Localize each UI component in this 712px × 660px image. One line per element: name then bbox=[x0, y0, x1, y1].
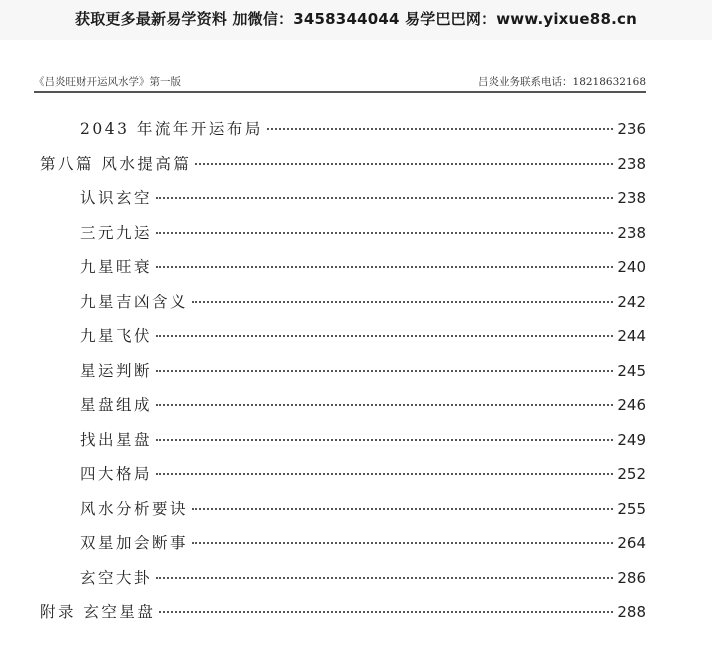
toc-entry-page: 249 bbox=[617, 430, 646, 449]
toc-entry-page: 245 bbox=[617, 361, 646, 380]
running-header bbox=[34, 74, 646, 90]
toc-entry bbox=[40, 600, 646, 635]
toc-entry bbox=[40, 290, 646, 325]
toc-entry-title: 星盘组成 bbox=[80, 396, 153, 414]
toc-entry-page: 238 bbox=[617, 223, 646, 242]
dot-leader bbox=[192, 301, 613, 303]
toc-entry bbox=[40, 221, 646, 256]
dot-leader bbox=[195, 163, 613, 165]
dot-leader bbox=[156, 197, 613, 199]
dot-leader bbox=[192, 508, 613, 510]
toc-entry-page: 246 bbox=[617, 396, 646, 414]
header-rule bbox=[34, 91, 646, 93]
dot-leader bbox=[156, 232, 613, 234]
toc-entry-title: 第八篇 风水提高篇 bbox=[40, 154, 192, 173]
toc-entry bbox=[40, 531, 646, 566]
toc-entry bbox=[40, 462, 646, 497]
toc-entry bbox=[40, 324, 646, 359]
contact-phone-header: 吕炎业务联系电话：18218632168 bbox=[478, 76, 646, 88]
toc-entry-page: 238 bbox=[617, 154, 646, 173]
toc-entry bbox=[40, 117, 646, 152]
toc-entry-page: 240 bbox=[617, 258, 646, 276]
toc-entry-title: 三元九运 bbox=[80, 223, 153, 242]
toc-entry-title: 2043 年流年开运布局 bbox=[80, 120, 263, 138]
dot-leader bbox=[156, 404, 613, 406]
toc-entry-title: 九星飞伏 bbox=[80, 327, 153, 345]
dot-leader bbox=[156, 266, 613, 268]
toc-entry bbox=[40, 255, 646, 290]
table-of-contents bbox=[40, 117, 646, 635]
toc-entry-title: 附录 玄空星盘 bbox=[40, 603, 156, 621]
dot-leader bbox=[156, 370, 613, 372]
promo-banner: 获取更多最新易学资料 加微信：3458344044 易学巴巴网：www.yixue88.cn bbox=[75, 10, 637, 28]
toc-entry bbox=[40, 566, 646, 601]
dot-leader bbox=[192, 542, 613, 544]
toc-entry bbox=[40, 359, 646, 394]
toc-entry bbox=[40, 186, 646, 221]
toc-entry-title: 四大格局 bbox=[80, 465, 153, 483]
toc-entry-page: 264 bbox=[617, 534, 646, 552]
toc-entry-page: 236 bbox=[617, 120, 646, 138]
toc-entry bbox=[40, 428, 646, 463]
toc-entry bbox=[40, 393, 646, 428]
toc-entry-page: 255 bbox=[617, 499, 646, 518]
dot-leader bbox=[156, 577, 613, 579]
dot-leader bbox=[156, 335, 613, 337]
toc-entry bbox=[40, 152, 646, 187]
toc-entry-title: 风水分析要诀 bbox=[80, 499, 189, 518]
toc-entry-page: 288 bbox=[617, 603, 646, 621]
book-title-header: 《吕炎旺财开运风水学》第一版 bbox=[34, 76, 181, 88]
dot-leader bbox=[156, 473, 613, 475]
toc-entry-page: 238 bbox=[617, 189, 646, 207]
dot-leader bbox=[159, 611, 613, 613]
toc-entry-page: 244 bbox=[617, 327, 646, 345]
toc-entry-page: 286 bbox=[617, 568, 646, 587]
toc-entry-title: 找出星盘 bbox=[80, 430, 153, 449]
toc-entry-title: 九星旺衰 bbox=[80, 258, 153, 276]
toc-entry-title: 双星加会断事 bbox=[80, 534, 189, 552]
dot-leader bbox=[267, 128, 613, 130]
toc-entry-title: 认识玄空 bbox=[80, 189, 153, 207]
dot-leader bbox=[156, 439, 613, 441]
toc-entry-title: 玄空大卦 bbox=[80, 568, 153, 587]
toc-entry-page: 252 bbox=[617, 465, 646, 483]
toc-entry-page: 242 bbox=[617, 292, 646, 311]
toc-entry-title: 九星吉凶含义 bbox=[80, 292, 189, 311]
toc-entry bbox=[40, 497, 646, 532]
toc-entry-title: 星运判断 bbox=[80, 361, 153, 380]
